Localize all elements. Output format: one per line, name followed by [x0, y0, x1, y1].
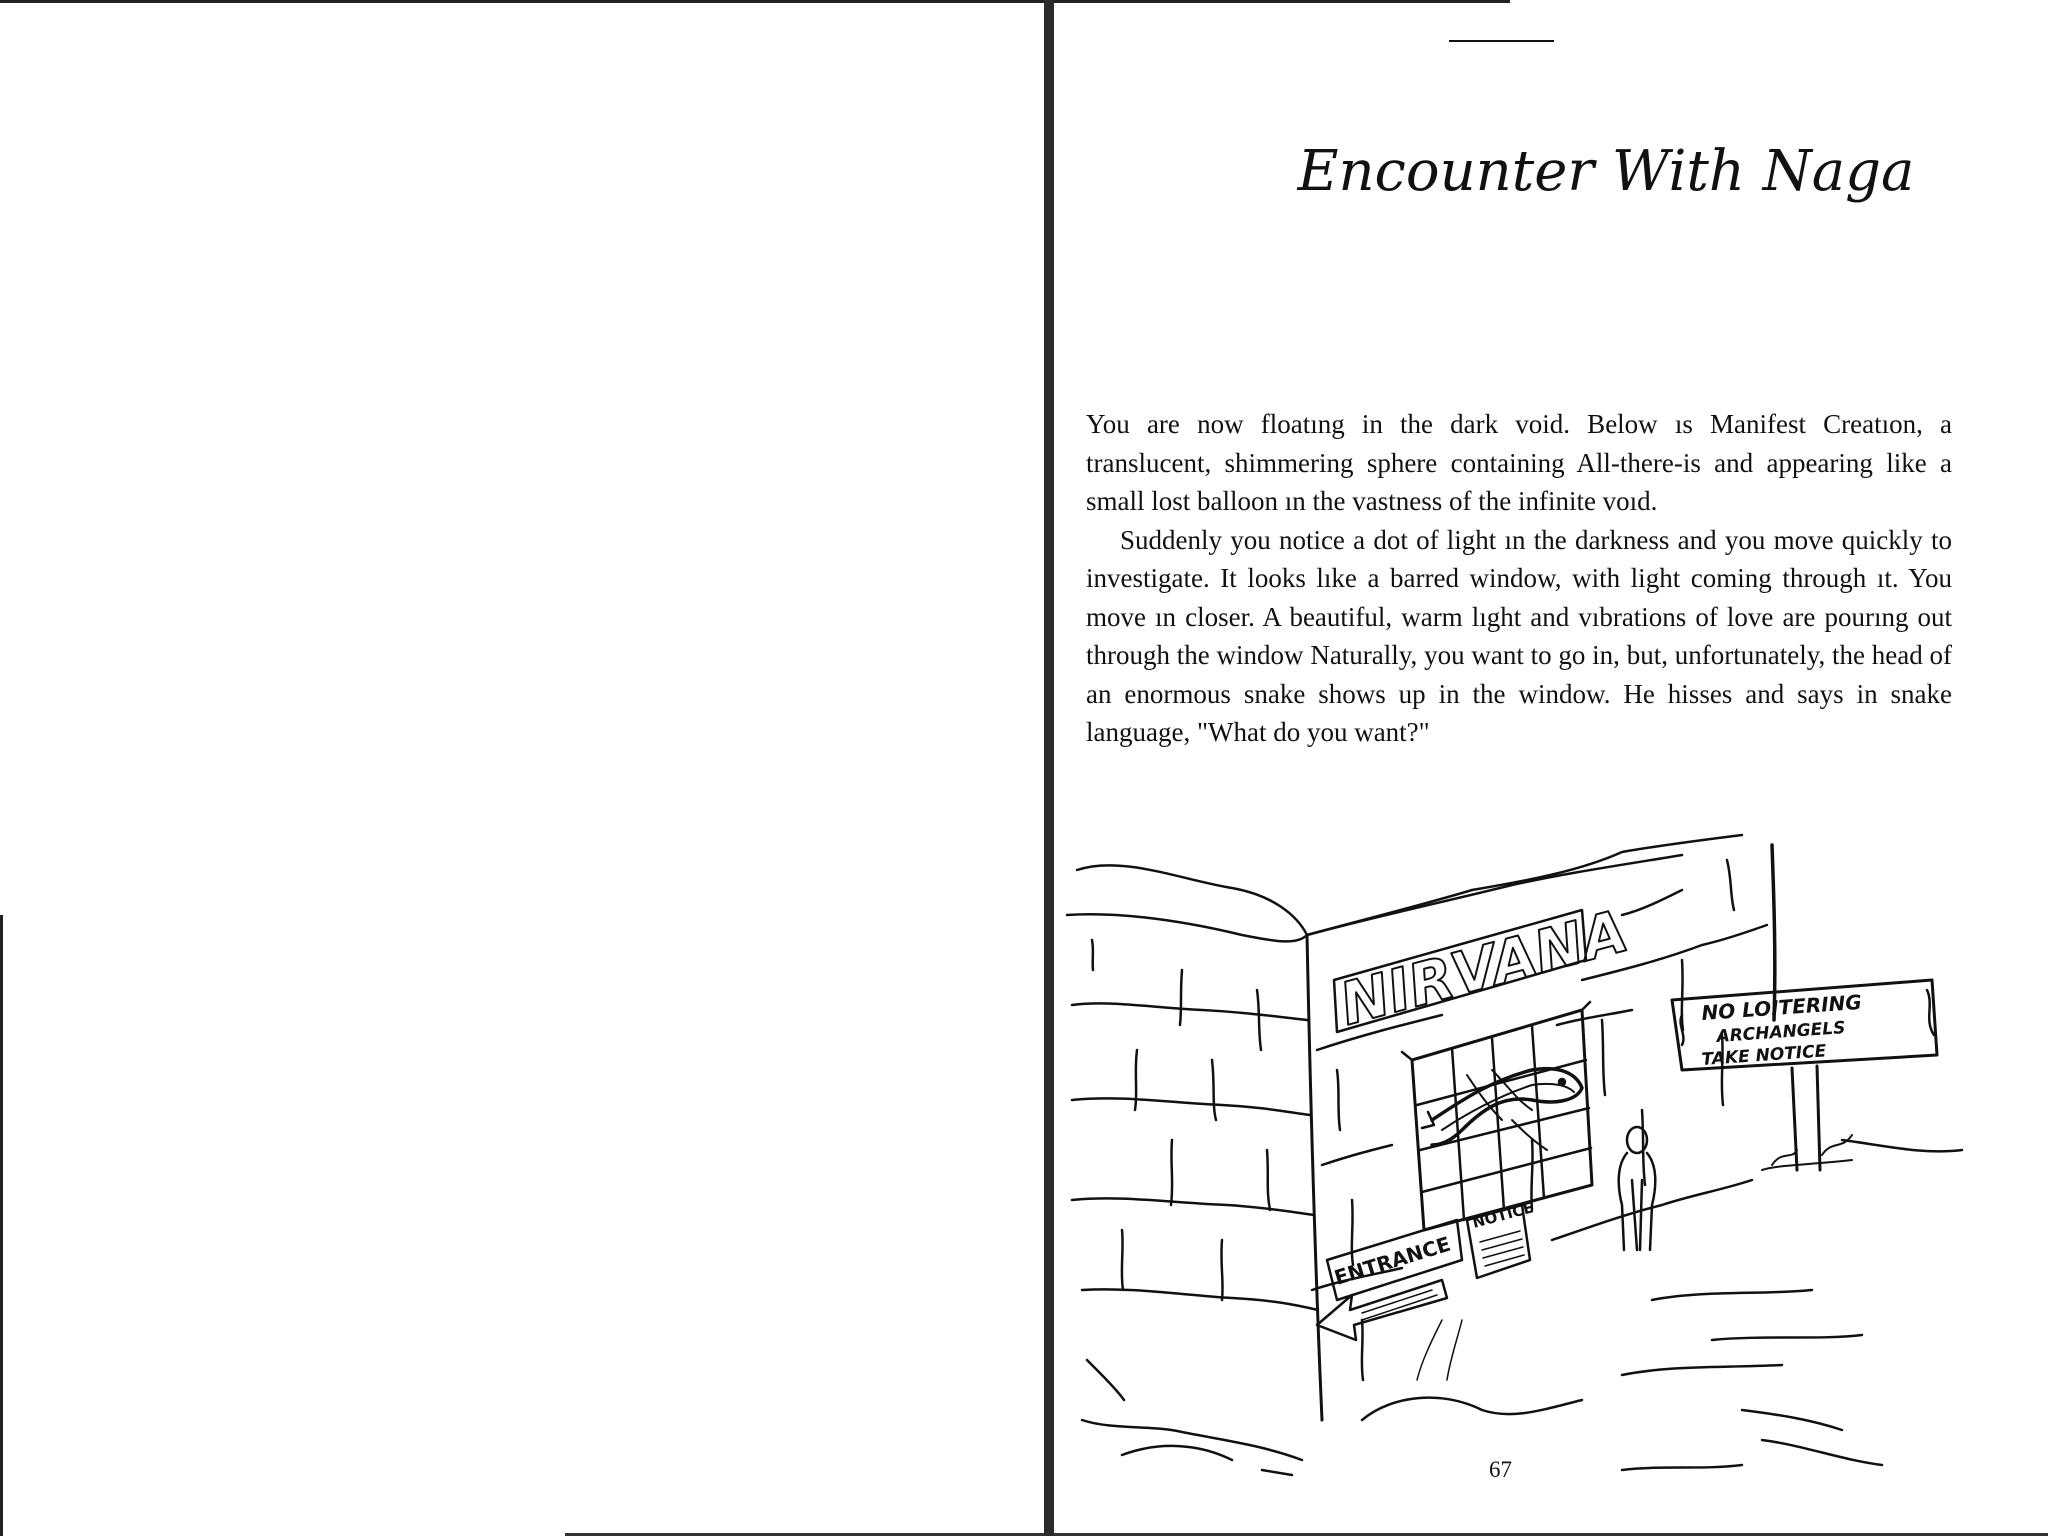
- sign-take-notice: TAKE NOTICE: [1700, 1041, 1827, 1070]
- body-text: [1086, 405, 1952, 752]
- page-number: 67: [1489, 1457, 1512, 1482]
- sign-no-loitering: NO LOITERING: [1700, 989, 1863, 1025]
- sign-notice: NOTICE: [1470, 1198, 1536, 1232]
- title-rule: [1449, 40, 1554, 42]
- sign-nirvana: NIRVANA: [1333, 896, 1635, 1039]
- sign-archangels: ARCHANGELS: [1715, 1018, 1847, 1047]
- sign-entrance: ENTRANCE: [1331, 1231, 1454, 1290]
- chapter-title: Encounter With Naga: [1297, 139, 1915, 204]
- paragraph-1: You are now floatıng in the dark void. Below ıs Manifest Creatıon, a translucent, shimmering sphere containing All-there-is and appearing like a small lost balloon ın the vastness of the infinite voıd.: [1086, 409, 1952, 516]
- book-gutter: [1044, 0, 1054, 1536]
- nirvana-wall-illustration: [1062, 820, 2022, 1490]
- paragraph-2: Suddenly you notice a dot of light ın the darkness and you move quickly to investigate. It looks lıke a barred window, with light coming through ıt. You move ın closer. A beautiful, warm lıght and vıbrations of love are pourıng out through the window Naturally, you want to go in, but, unfortunately, the head of an enormous snake shows up in the window. He hisses and says in snake language, "What do you want?": [1086, 524, 1952, 747]
- right-page: [1054, 0, 2048, 1536]
